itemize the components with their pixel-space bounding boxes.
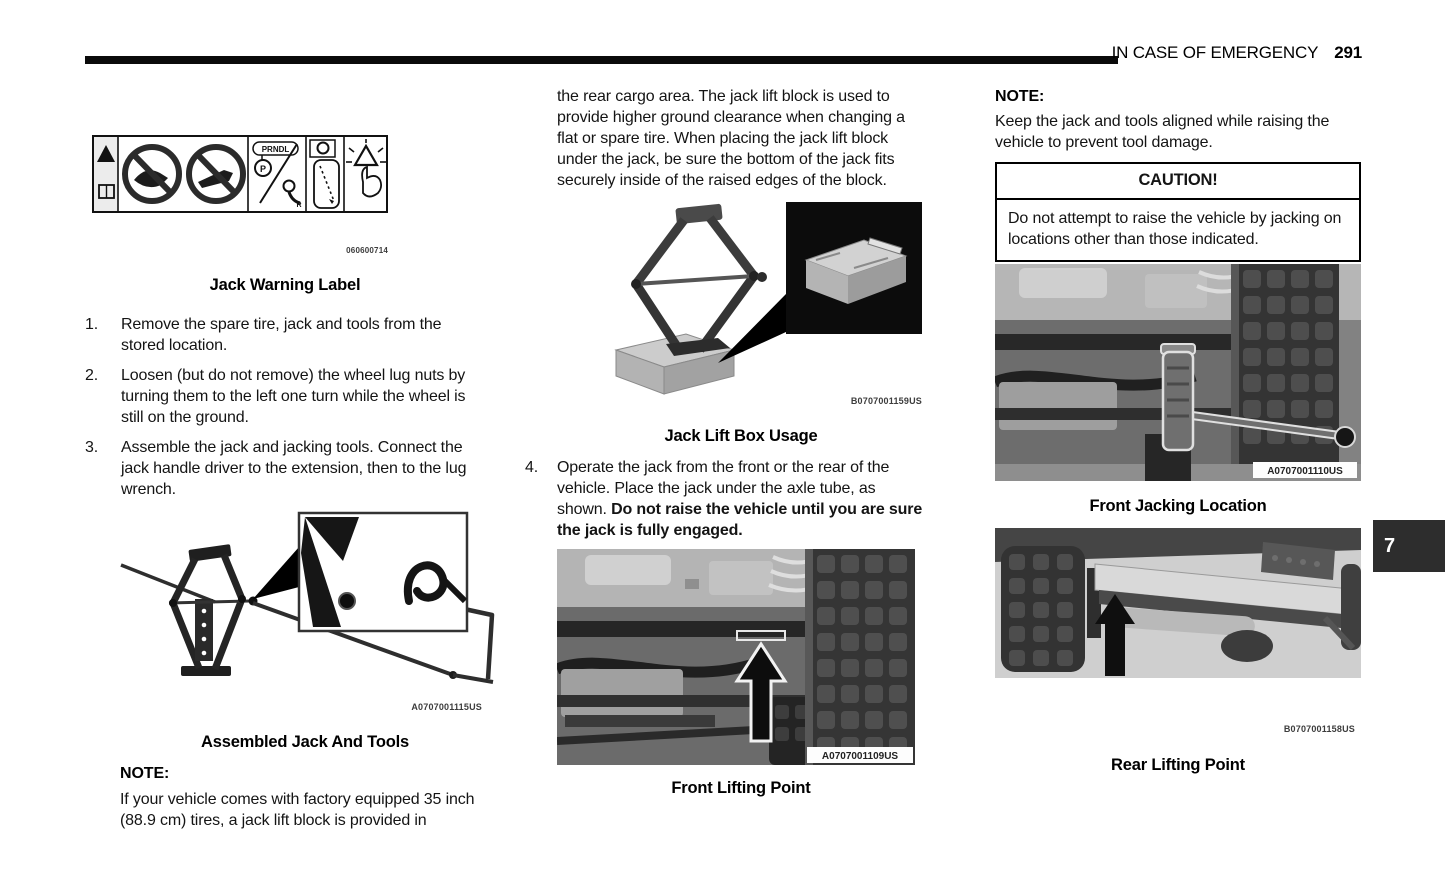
step-text-bold: Do not raise the vehicle until you are sure the jack is fully engaged. [557, 501, 923, 539]
step-4 [525, 457, 925, 541]
caution-title: CAUTION! [997, 164, 1359, 200]
figure-caption: Jack Warning Label [209, 276, 361, 294]
hook-detail-inset [299, 513, 467, 631]
rear-tire [1001, 546, 1085, 672]
step-number: 4. [525, 459, 539, 476]
svg-text:PRNDL: PRNDL [261, 145, 290, 154]
figure-caption: Jack Lift Box Usage [664, 427, 818, 445]
svg-text:R: R [296, 202, 302, 209]
figure-code: B0707001159US [850, 396, 922, 406]
caution-text: Do not attempt to raise the vehicle by jacking on locations other than those indicated. [1008, 210, 1342, 248]
tire-tread [805, 549, 915, 765]
step-number: 3. [85, 439, 99, 456]
chapter-number: 7 [1384, 534, 1396, 557]
note-text: If your vehicle comes with factory equipped 35 inch (88.9 cm) tires, a jack lift block is provided in [120, 791, 475, 829]
chapter-tab [1373, 520, 1445, 572]
lift-block-inset [786, 202, 922, 334]
figure-caption: Front Jacking Location [1089, 497, 1267, 515]
jack-lift-box-figure [558, 198, 922, 401]
step-2 [85, 365, 487, 428]
step-1 [85, 314, 487, 356]
step-number: 1. [85, 316, 99, 333]
scissor-jack-under-axle [1161, 344, 1195, 450]
rod-end-knob [1335, 427, 1355, 447]
figure-code: B0707001158US [1283, 724, 1355, 734]
jack-warning-label-figure [92, 135, 388, 213]
figure-code: A0707001115US [411, 702, 482, 712]
figure-caption: Front Lifting Point [671, 779, 811, 797]
procedure-steps [85, 314, 487, 508]
note-label: NOTE: [120, 765, 170, 782]
step-number: 2. [85, 367, 99, 384]
front-lifting-point-photo [557, 549, 915, 765]
caution-box [995, 162, 1361, 262]
step-3 [85, 437, 487, 500]
step-text: Remove the spare tire, jack and tools from the stored location. [121, 316, 442, 354]
step-text: Loosen (but do not remove) the wheel lug nuts by turning them to the left one turn while the wheel is still on the ground. [121, 367, 466, 426]
step-text [557, 457, 925, 541]
figure-code: 060600714 [346, 246, 388, 255]
photo-code: A0707001110US [1267, 466, 1343, 477]
front-jacking-location-photo [995, 264, 1361, 481]
svg-text:P: P [259, 164, 267, 174]
intro-paragraph: the rear cargo area. The jack lift block is used to provide higher ground clearance when changing a flat or spare tire. When placing the jack lift block under the jack, be sure the bottom of the jack fits securely inside of the raised edges of the block. [557, 88, 905, 189]
step-text: Assemble the jack and jacking tools. Connect the jack handle driver to the extension, then to the lug wrench. [121, 439, 467, 498]
note-text: Keep the jack and tools aligned while raising the vehicle to prevent tool damage. [995, 113, 1330, 151]
running-header [900, 43, 1362, 63]
note-label: NOTE: [995, 88, 1045, 105]
page-number: 291 [1334, 43, 1362, 62]
rear-lifting-point-photo [995, 528, 1361, 700]
figure-caption: Assembled Jack And Tools [201, 733, 409, 751]
assembled-jack-figure [103, 503, 500, 715]
step-text-normal: Operate the jack from the front or the rear of the vehicle. Place the jack under the axle tube, as shown. [557, 459, 890, 518]
section-title: IN CASE OF EMERGENCY [1111, 43, 1319, 62]
photo-code: A0707001109US [821, 751, 899, 762]
figure-caption: Rear Lifting Point [1111, 756, 1245, 774]
